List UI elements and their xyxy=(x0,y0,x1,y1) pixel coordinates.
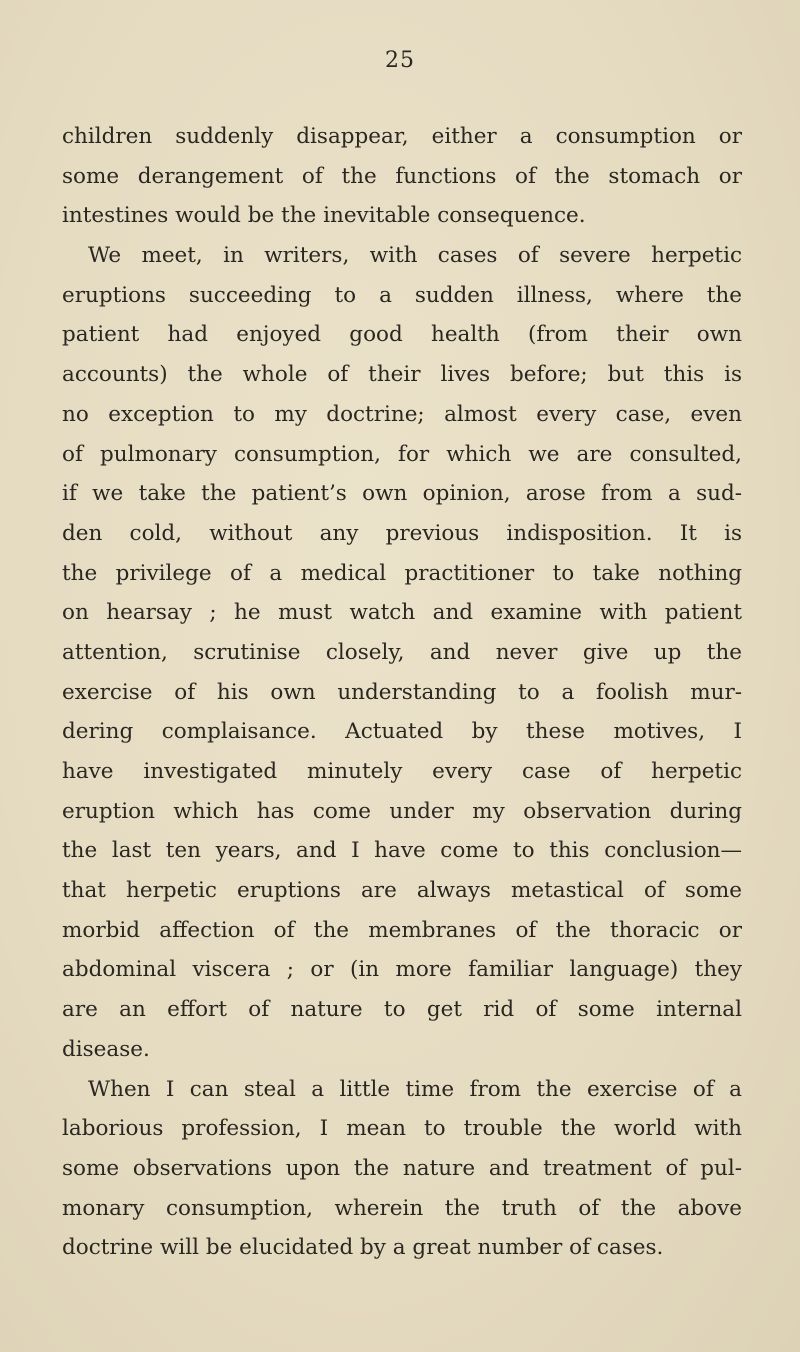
text-line: eruption which has come under my observation during xyxy=(62,798,742,824)
text-line: doctrine will be elucidated by a great number of cases. xyxy=(62,1235,664,1261)
text-line: laborious profession, I mean to trouble the world with xyxy=(62,1116,742,1142)
text-line: When I can steal a little time from the exercise of a xyxy=(88,1076,742,1102)
text-line: monary consumption, wherein the truth of the above xyxy=(62,1195,742,1221)
text-line: that herpetic eruptions are always metastical of some xyxy=(62,878,742,904)
body-text xyxy=(62,117,742,1268)
text-line: patient had enjoyed good health (from their own xyxy=(62,322,742,348)
text-line: accounts) the whole of their lives before; but this is xyxy=(62,362,742,388)
text-line: dering complaisance. Actuated by these motives, I xyxy=(62,719,742,745)
text-line: the privilege of a medical practitioner to take nothing xyxy=(62,560,742,586)
text-line: children suddenly disappear, either a consumption or xyxy=(62,124,742,149)
text-line: attention, scrutinise closely, and never give up the xyxy=(62,639,742,665)
text-line: some derangement of the functions of the stomach or xyxy=(62,163,742,189)
page-number: 25 xyxy=(385,48,415,73)
text-line: abdominal viscera ; or (in more familiar language) they xyxy=(62,957,742,983)
text-line: morbid affection of the membranes of the thoracic or xyxy=(62,917,742,943)
text-line: the last ten years, and I have come to this conclusion— xyxy=(62,838,742,864)
text-line: if we take the patient’s own opinion, arose from a sud- xyxy=(62,481,742,507)
text-line: intestines would be the inevitable consequence. xyxy=(62,203,586,229)
text-line: exercise of his own understanding to a foolish mur- xyxy=(62,679,742,705)
text-line: We meet, in writers, with cases of severe herpetic xyxy=(88,243,742,269)
text-line: eruptions succeeding to a sudden illness, where the xyxy=(62,282,742,308)
text-line: some observations upon the nature and treatment of pul- xyxy=(62,1155,742,1181)
text-line: have investigated minutely every case of herpetic xyxy=(62,759,742,784)
text-line: on hearsay ; he must watch and examine with patient xyxy=(62,600,742,626)
text-line: den cold, without any previous indisposition. It is xyxy=(62,520,742,546)
text-line: no exception to my doctrine; almost every case, even xyxy=(62,401,742,427)
text-line: disease. xyxy=(62,1036,150,1062)
text-line: of pulmonary consumption, for which we are consulted, xyxy=(62,441,742,467)
text-line: are an effort of nature to get rid of some internal xyxy=(62,997,742,1023)
